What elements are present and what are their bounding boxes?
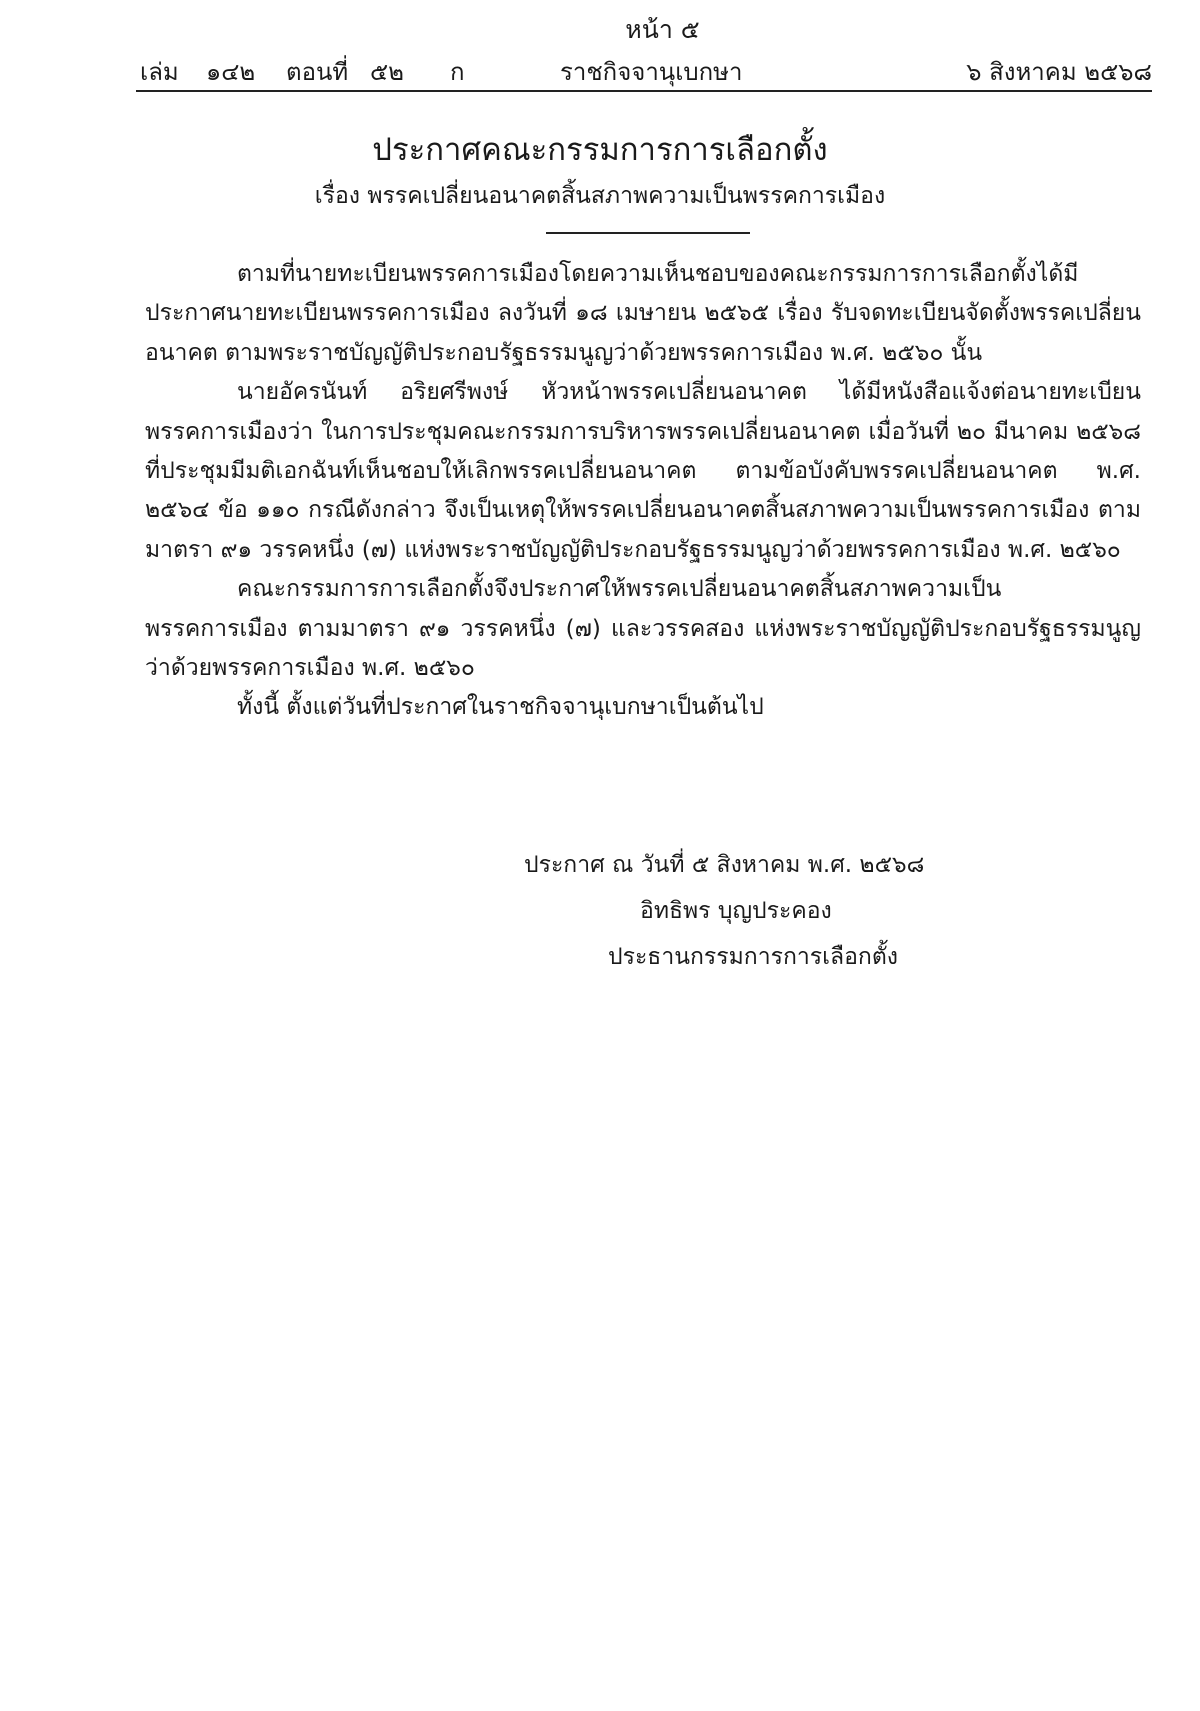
gazette-header xyxy=(140,52,1152,92)
page-number: หน้า ๕ xyxy=(625,15,700,44)
announcement-subject: เรื่อง พรรคเปลี่ยนอนาคตสิ้นสภาพความเป็นพรรคการเมือง xyxy=(314,183,886,209)
announcement-date: ประกาศ ณ วันที่ ๕ สิงหาคม พ.ศ. ๒๕๖๘ xyxy=(524,852,925,878)
header-divider xyxy=(136,90,1152,92)
volume-label: เล่ม xyxy=(140,58,179,86)
body-paragraph-1: ตามที่นายทะเบียนพรรคการเมืองโดยความเห็นชอบของคณะกรรมการการเลือกตั้งได้มีประกาศนายทะเบียนพรรคการเมือง ลงวันที่ ๑๘ เมษายน ๒๕๖๕ เรื่อง รับจดทะเบียนจัดตั้งพรรคเปลี่ยนอนาคต ตามพระราชบัญญัติประกอบรัฐธรรมนูญว่าด้วยพรรคการเมือง พ.ศ. ๒๕๖๐ นั้น xyxy=(145,261,1141,366)
section-number: ๕๒ xyxy=(370,58,404,86)
title-divider xyxy=(546,232,750,234)
announcement-title: ประกาศคณะกรรมการการเลือกตั้ง xyxy=(372,132,828,168)
body-paragraph-3: คณะกรรมการการเลือกตั้งจึงประกาศให้พรรคเปลี่ยนอนาคตสิ้นสภาพความเป็นพรรคการเมือง ตามมาตรา ๙๑ วรรคหนึ่ง (๗) และวรรคสอง แห่งพระราชบัญญัติประกอบรัฐธรรมนูญว่าด้วยพรรคการเมือง พ.ศ. ๒๕๖๐ xyxy=(145,576,1141,682)
gazette-name: ราชกิจจานุเบกษา xyxy=(560,58,743,86)
gazette-date: ๖ สิงหาคม ๒๕๖๘ xyxy=(966,58,1152,86)
announcement-body xyxy=(145,255,1141,728)
section-category: ก xyxy=(450,58,465,86)
signatory-position: ประธานกรรมการการเลือกตั้ง xyxy=(608,944,899,970)
section-label: ตอนที่ xyxy=(286,58,349,86)
body-paragraph-2: นายอัครนันท์ อริยศรีพงษ์ หัวหน้าพรรคเปลี่ยนอนาคต ได้มีหนังสือแจ้งต่อนายทะเบียนพรรคการเมืองว่า ในการประชุมคณะกรรมการบริหารพรรคเปลี่ยนอนาคต เมื่อวันที่ ๒๐ มีนาคม ๒๕๖๘ ที่ประชุมมีมติเอกฉันท์เห็นชอบให้เลิกพรรคเปลี่ยนอนาคต ตามข้อบังคับพรรคเปลี่ยนอนาคต พ.ศ. ๒๕๖๔ ข้อ ๑๑๐ กรณีดังกล่าว จึงเป็นเหตุให้พรรคเปลี่ยนอนาคตสิ้นสภาพความเป็นพรรคการเมือง ตามมาตรา ๙๑ วรรคหนึ่ง (๗) แห่งพระราชบัญญัติประกอบรัฐธรรมนูญว่าด้วยพรรคการเมือง พ.ศ. ๒๕๖๐ xyxy=(145,379,1141,563)
volume-number: ๑๔๒ xyxy=(206,58,256,86)
signatory-name: อิทธิพร บุญประคอง xyxy=(640,898,832,924)
closing-statement: ทั้งนี้ ตั้งแต่วันที่ประกาศในราชกิจจานุเบกษาเป็นต้นไป xyxy=(237,694,764,721)
